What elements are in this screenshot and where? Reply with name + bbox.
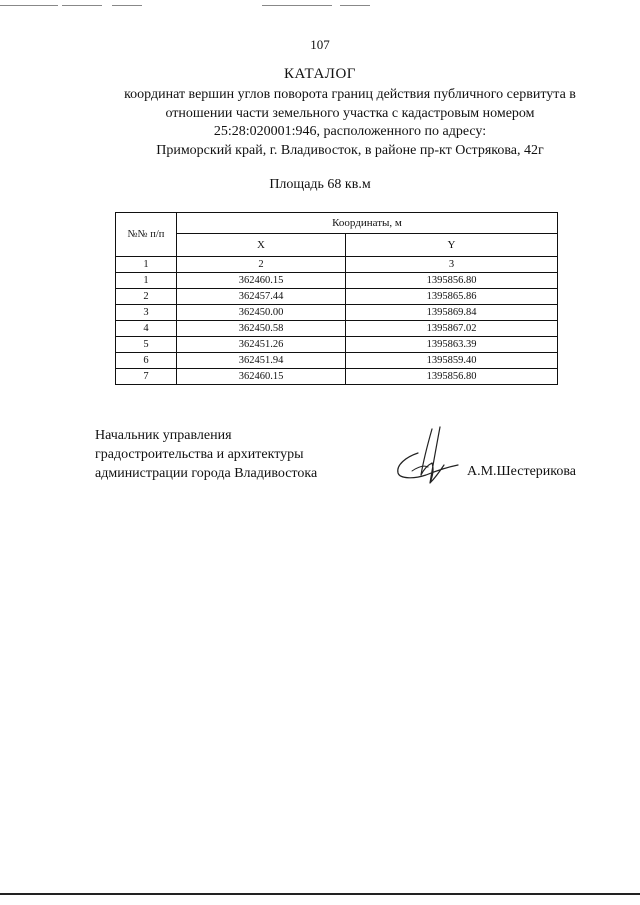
column-header-x: X [177,234,346,257]
signer-position [95,426,317,483]
table-cell: 1395859.40 [346,353,558,369]
table-row [116,305,558,321]
signer-position-line: Начальник управления [95,428,232,443]
table-row [116,273,558,289]
subtitle-line: Приморский край, г. Владивосток, в районе пр-кт Острякова, 42г [156,142,544,158]
signer-name: А.М.Шестерикова [467,464,577,479]
table-cell: 3 [116,305,177,321]
table-row [116,337,558,353]
table-cell: 1395867.02 [346,321,558,337]
bottom-scan-edge [0,893,640,895]
page-number: 107 [310,37,330,52]
table-cell: 5 [116,337,177,353]
signer-position-line: администрации города Владивостока [95,466,318,481]
coordinates-table [115,212,558,385]
table-cell: 1395856.80 [346,273,558,289]
column-header-y: Y [346,234,558,257]
signer-position-line: градостроительства и архитектуры [95,447,304,462]
subtitle-line: отношении части земельного участка с кадастровым номером [165,105,535,121]
table-cell: 1 [116,257,177,273]
column-header-number: №№ п/п [116,213,177,257]
table-cell: 6 [116,353,177,369]
table-cell: 362450.58 [177,321,346,337]
table-cell: 362457.44 [177,289,346,305]
table-row [116,353,558,369]
table-cell: 362460.15 [177,369,346,385]
subtitle-line: координат вершин углов поворота границ действия публичного сервитута в [124,87,576,102]
document-title: КАТАЛОГ [284,66,356,82]
table-cell: 1395856.80 [346,369,558,385]
table-cell: 362451.26 [177,337,346,353]
table-row [116,321,558,337]
table-cell: 1395869.84 [346,305,558,321]
subtitle-line: 25:28:020001:946, расположенного по адресу: [213,124,487,139]
table-cell: 1395863.39 [346,337,558,353]
top-scan-edge [0,5,640,8]
table-cell: 4 [116,321,177,337]
table-cell: 3 [346,257,558,273]
column-header-coordinates: Координаты, м [177,213,558,234]
column-index-row [116,257,558,273]
table-cell: 362450.00 [177,305,346,321]
table-cell: 1 [116,273,177,289]
table-row [116,369,558,385]
table-row [116,289,558,305]
handwritten-signature [388,425,464,491]
document-subtitle [60,86,640,160]
table-cell: 7 [116,369,177,385]
area-label: Площадь 68 кв.м [269,177,371,192]
table-cell: 362451.94 [177,353,346,369]
table-cell: 2 [116,289,177,305]
table-cell: 1395865.86 [346,289,558,305]
table-cell: 2 [177,257,346,273]
table-cell: 362460.15 [177,273,346,289]
